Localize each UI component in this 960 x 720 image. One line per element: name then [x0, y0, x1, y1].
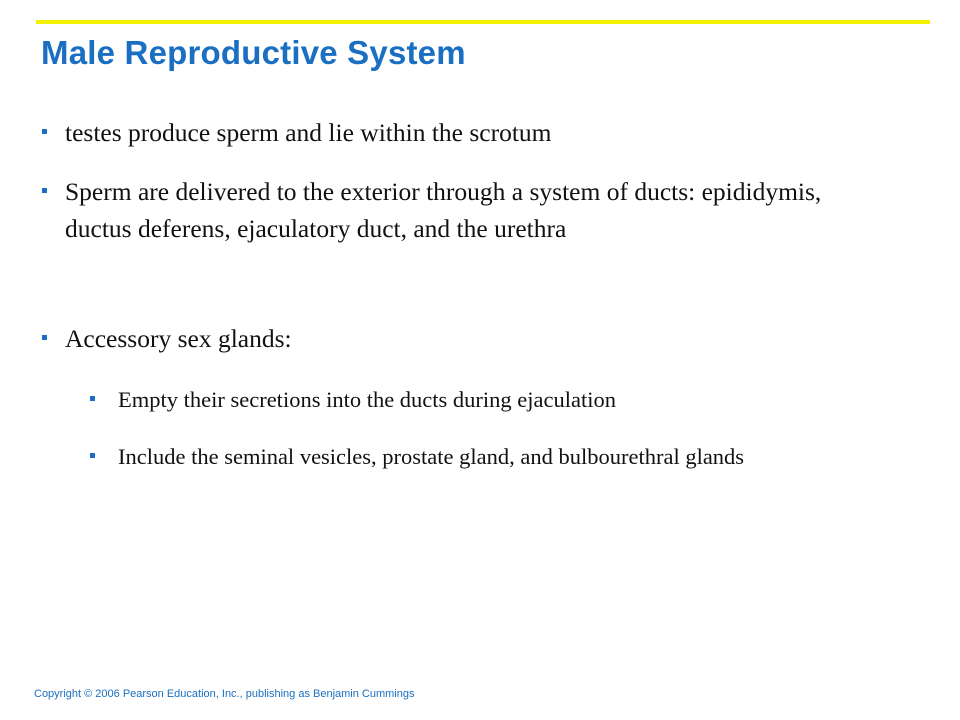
sub-bullet-item-2 — [118, 440, 878, 473]
bullet-text: testes produce sperm and lie within the scrotum — [65, 118, 552, 147]
square-bullet-icon — [42, 335, 47, 340]
bullet-item-2 — [65, 173, 865, 247]
bullet-text: Accessory sex glands: — [65, 324, 292, 353]
square-bullet-icon — [90, 396, 95, 401]
square-bullet-icon — [90, 453, 95, 458]
slide-title: Male Reproductive System — [41, 34, 466, 71]
sub-bullet-item-1 — [118, 383, 878, 416]
bullet-text: Sperm are delivered to the exterior through a system of ducts: epididymis, ductus deferens, ejaculatory duct, and the urethra — [65, 177, 822, 243]
square-bullet-icon — [42, 188, 47, 193]
square-bullet-icon — [42, 129, 47, 134]
bullet-item-3 — [65, 320, 865, 357]
bullet-item-1 — [65, 114, 865, 151]
sub-bullet-text: Empty their secretions into the ducts during ejaculation — [118, 387, 616, 412]
copyright-footer: Copyright © 2006 Pearson Education, Inc., publishing as Benjamin Cummings — [34, 688, 415, 700]
top-accent-rule — [36, 20, 930, 24]
sub-bullet-text: Include the seminal vesicles, prostate gland, and bulbourethral glands — [118, 444, 745, 469]
